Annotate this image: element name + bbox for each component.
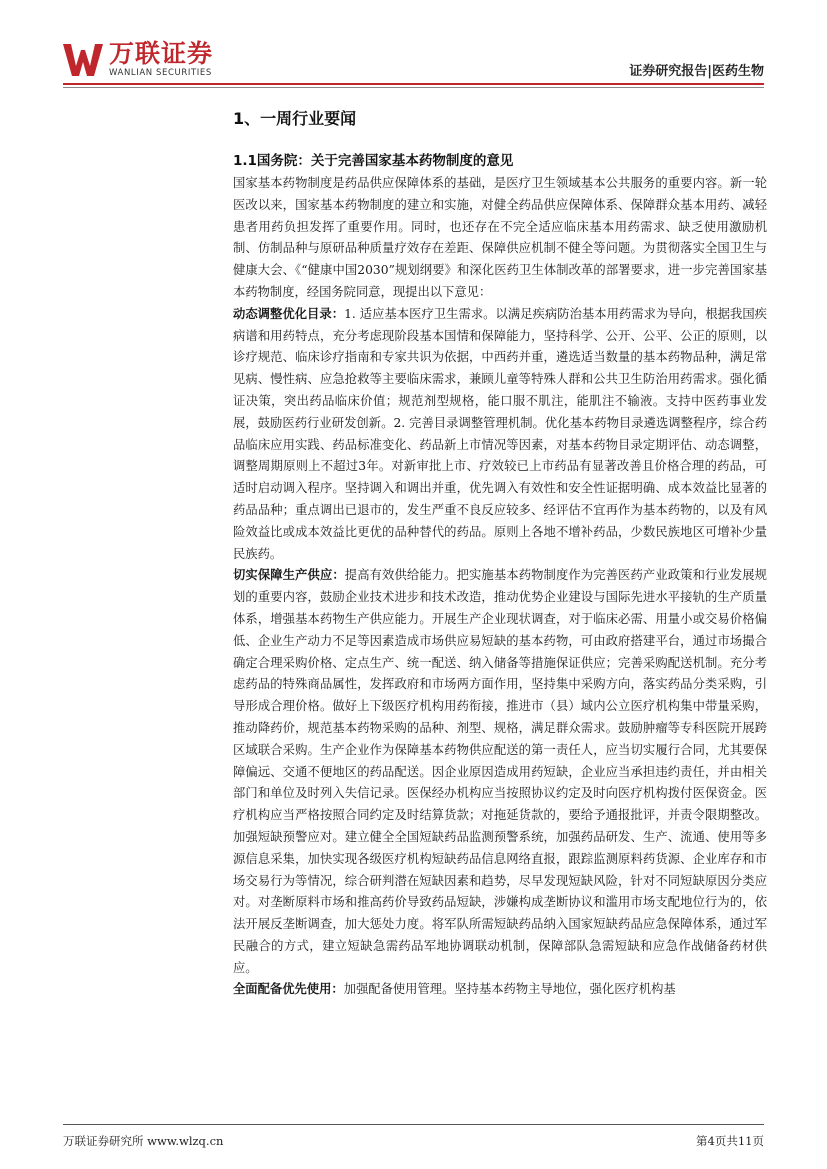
section-subtitle: 1.1国务院：关于完善国家基本药物制度的意见: [233, 153, 514, 169]
page-header: [0, 0, 827, 90]
paragraph-body: 加强配备使用管理。坚持基本药物主导地位，强化医疗机构基: [343, 982, 676, 997]
paragraph-body: 提高有效供给能力。把实施基本药物制度作为完善医药产业政策和行业发展规划的重要内容，鼓励企业技术进步和技术改造，推动优势企业建设与国际先进水平接轨的生产质量体系，增强基本药物生产供应能力。开展生产企业现状调查，对于临床必需、用量小或交易价格偏低、企业生产动力不足等因素造成市场供应易短缺的基本药物，可由政府搭建平台，通过市场撮合确定合理采购价格、定点生产、统一配送、纳入储备等措施保证供应；完善采购配送机制。充分考虑药品的特殊商品属性，发挥政府和市场两方面作用，坚持集中采购方向，落实药品分类采购，引导形成合理价格。做好上下级医疗机构用药衔接，推进市（县）域内公立医疗机构集中带量采购，推动降药价，规范基本药物采购的品种、剂型、规格，满足群众需求。鼓励肿瘤等专科医院开展跨区域联合采购。生产企业作为保障基本药物供应配送的第一责任人，应当切实履行合同，尤其要保障偏远、交通不便地区的药品配送。因企业原因造成用药短缺，企业应当承担违约责任，并由相关部门和单位及时列入失信记录。医保经办机构应当按照协议约定及时向医疗机构拨付医保资金。医疗机构应当严格按照合同约定及时结算货款；对拖延货款的，要给予通报批评，并责令限期整改。加强短缺预警应对。建立健全全国短缺药品监测预警系统，加强药品研发、生产、流通、使用等多源信息采集，加快实现各级医疗机构短缺药品信息网络直报，跟踪监测原料药货源、企业库存和市场交易行为等情况，综合研判潜在短缺因素和趋势，尽早发现短缺风险，针对不同短缺原因分类应对。对垄断原料市场和推高药价导致药品短缺，涉嫌构成垄断协议和滥用市场支配地位行为的，依法开展反垄断调查，加大惩处力度。将军队所需短缺药品纳入国家短缺药品应急保障体系，通过军民融合的方式，建立短缺急需药品军地协调联动机制，保障部队急需短缺和应急作战储备药材供应。: [233, 568, 767, 975]
paragraph-priority-use: [233, 979, 767, 1001]
paragraph-lead: 全面配备优先使用：: [233, 982, 344, 997]
paragraph-lead: 动态调整优化目录：: [233, 306, 345, 321]
logo-english-name: WANLIAN SECURITIES: [109, 68, 212, 78]
footer-source: 万联证券研究所 www.wlzq.cn: [63, 1134, 224, 1148]
paragraph-supply-guarantee: [233, 565, 767, 979]
report-category-tag: 证券研究报告|医药生物: [629, 64, 764, 79]
footer-divider: [63, 1124, 764, 1125]
paragraph-catalog-adjustment: [233, 304, 767, 566]
header-divider: [63, 83, 764, 85]
page-number: 第4页共11页: [696, 1134, 764, 1148]
paragraph-lead: 切实保障生产供应：: [233, 568, 345, 583]
logo-chinese-name: 万联证券: [109, 39, 214, 68]
main-content: [233, 106, 767, 1001]
company-logo: [63, 40, 273, 80]
header-divider-thin: [63, 87, 764, 88]
paragraph-body: 1. 适应基本医疗卫生需求。以满足疾病防治基本用药需求为导向，根据我国疾病谱和用药特点，充分考虑现阶段基本国情和保障能力，坚持科学、公开、公平、公正的原则，以诊疗规范、临床诊疗指南和专家共识为依据，中西药并重，遴选适当数量的基本药物品种，满足常见病、慢性病、应急抢救等主要临床需求，兼顾儿童等特殊人群和公共卫生防治用药需求。强化循证决策，突出药品临床价值；规范剂型规格，能口服不肌注，能肌注不输液。支持中医药事业发展，鼓励医药行业研发创新。2. 完善目录调整管理机制。优化基本药物目录遴选调整程序，综合药品临床应用实践、药品标准变化、药品新上市情况等因素，对基本药物目录定期评估、动态调整，调整周期原则上不超过3年。对新审批上市、疗效较已上市药品有显著改善且价格合理的药品，可适时启动调入程序。坚持调入和调出并重，优先调入有效性和安全性证据明确、成本效益比显著的药品品种；重点调出已退市的，发生严重不良反应较多、经评估不宜再作为基本药物的，以及有风险效益比或成本效益比更优的品种替代的药品。原则上各地不增补药品，少数民族地区可增补少量民族药。: [233, 306, 767, 561]
intro-paragraph: 国家基本药物制度是药品供应保障体系的基础，是医疗卫生领域基本公共服务的重要内容。新一轮医改以来，国家基本药物制度的建立和实施，对健全药品供应保障体系、保障群众基本用药、减轻患者用药负担发挥了重要作用。同时，也还存在不完全适应临床基本用药需求、缺乏使用激励机制、仿制品种与原研品种质量疗效存在差距、保障供应机制不健全等问题。为贯彻落实全国卫生与健康大会、《“健康中国2030”规划纲要》和深化医药卫生体制改革的部署要求，进一步完善国家基本药物制度，经国务院同意，现提出以下意见：: [233, 176, 767, 299]
wanlian-logo-icon: [63, 40, 103, 78]
section-title: 1、一周行业要闻: [233, 109, 357, 128]
